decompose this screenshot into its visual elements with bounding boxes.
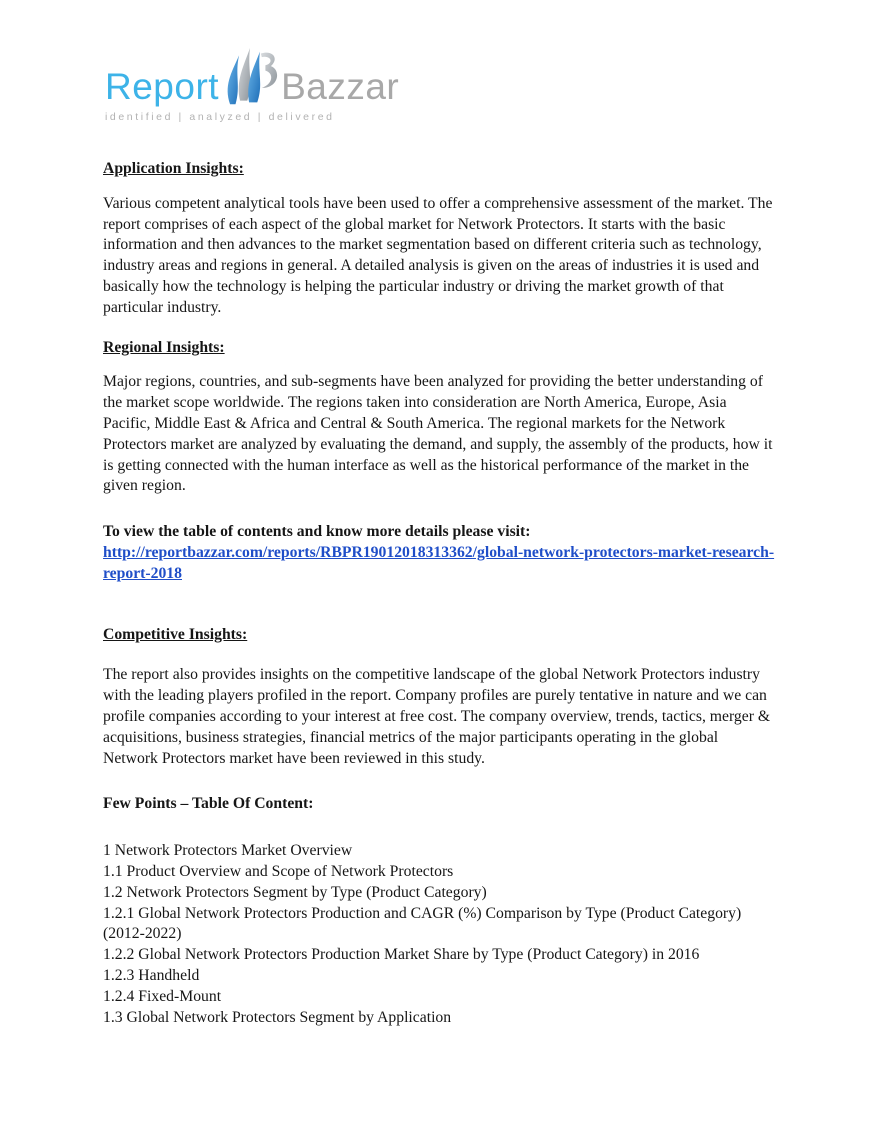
paragraph-application-insights: Various competent analytical tools have been used to offer a comprehensive assessment of the market. The report comprises of each aspect of the global market for Network Protectors. It starts with the basic information and then advances to the market segmentation based on different criteria such as technology, industry areas and regions in general. A detailed analysis is given on the areas of industries it is used and basically how the technology is helping the particular industry or driving the market growth of that particular industry. [103, 194, 773, 316]
toc-item: 1 Network Protectors Market Overview [103, 842, 353, 860]
toc-item: 1.2.2 Global Network Protectors Production Market Share by Type (Product Category) in 2016 [103, 946, 700, 964]
toc-item: 1.3 Global Network Protectors Segment by Application [103, 1008, 452, 1026]
toc-item: 1.2.4 Fixed-Mount [103, 987, 222, 1005]
visit-label: To view the table of contents and know more details please visit: [103, 523, 531, 541]
report-bazzar-swirl-icon [221, 43, 279, 111]
logo-brand-first: Report [105, 66, 220, 107]
heading-regional-insights: Regional Insights: [103, 338, 225, 356]
toc-list [103, 841, 775, 1028]
heading-table-of-content: Few Points – Table Of Content: [103, 795, 314, 813]
heading-application-insights: Application Insights: [103, 160, 244, 177]
heading-competitive-insights: Competitive Insights: [103, 625, 248, 643]
toc-item: 1.1 Product Overview and Scope of Network Protectors [103, 862, 454, 880]
spacer [103, 585, 775, 625]
document-content [103, 159, 775, 1028]
report-bazzar-logo [105, 45, 773, 123]
toc-item: 1.2.1 Global Network Protectors Production and CAGR (%) Comparison by Type (Product Category) (2012-2022) [103, 904, 742, 943]
paragraph-regional-insights: Major regions, countries, and sub-segments have been analyzed for providing the better understanding of the market scope worldwide. The regions taken into consideration are North America, Europe, Asia Pacific, Middle East & Africa and Central & South America. The regional markets for the Network Protectors market are analyzed by evaluating the demand, and supply, the assembly of the products, how it is getting connected with the human interface as well as the historical performance of the market in the given region. [103, 373, 773, 495]
toc-item: 1.2.3 Handheld [103, 966, 200, 984]
paragraph-competitive-insights: The report also provides insights on the competitive landscape of the global Network Protectors industry with the leading players profiled in the report. Company profiles are purely tentative in nature and we can profile companies according to your interest at free cost. The company overview, trends, tactics, merger & acquisitions, business strategies, financial metrics of the major participants operating in the global Network Protectors market have been reviewed in this study. [103, 666, 771, 767]
logo-tagline: identified | analyzed | delivered [105, 111, 335, 123]
toc-item: 1.2 Network Protectors Segment by Type (Product Category) [103, 883, 487, 901]
report-url-link[interactable]: http://reportbazzar.com/reports/RBPR19012018313362/global-network-protectors-market-research-report-2018 [103, 543, 775, 582]
logo-brand-second: Bazzar [281, 66, 400, 107]
